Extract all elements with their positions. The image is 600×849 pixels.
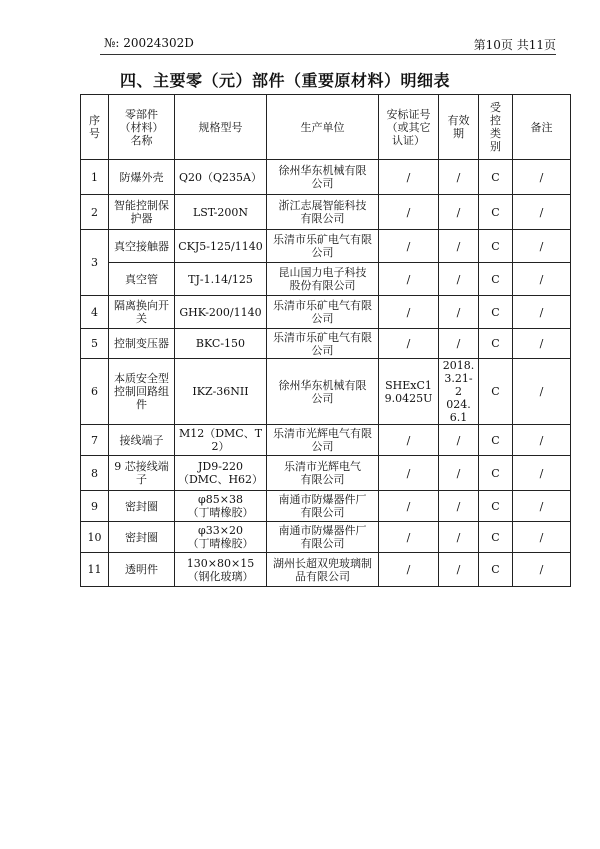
cell-seq: 10 [81,522,109,553]
page-number: 第10页 共11页 [473,38,556,52]
cell-validity: / [439,553,479,587]
table-row [81,329,571,359]
cell-control-class: C [479,160,513,195]
cell-seq: 8 [81,456,109,491]
cell-certificate: / [379,456,439,491]
section-title: 四、主要零（元）部件（重要原材料）明细表 [120,71,451,90]
cell-manufacturer: 乐清市乐矿电气有限 公司 [267,329,379,359]
cell-certificate: / [379,230,439,263]
cell-part-name: 接线端子 [109,425,175,456]
header-validity: 有效 期 [439,95,479,160]
cell-seq: 2 [81,195,109,230]
header-seq: 序 号 [81,95,109,160]
cell-seq: 7 [81,425,109,456]
header-rule [100,54,556,55]
cell-remarks: / [513,359,571,425]
cell-certificate: / [379,195,439,230]
cell-spec: φ33×20 （丁晴橡胶） [175,522,267,553]
cell-remarks: / [513,456,571,491]
cell-control-class: C [479,296,513,329]
cell-part-name: 透明件 [109,553,175,587]
cell-part-name: 控制变压器 [109,329,175,359]
table-row [81,195,571,230]
cell-spec: Q20（Q235A） [175,160,267,195]
table-row [81,230,571,263]
cell-seq: 3 [81,230,109,296]
cell-seq: 5 [81,329,109,359]
cell-remarks: / [513,263,571,296]
cell-part-name: 智能控制保 护器 [109,195,175,230]
cell-certificate: / [379,491,439,522]
cell-manufacturer: 徐州华东机械有限 公司 [267,359,379,425]
cell-manufacturer: 乐清市乐矿电气有限 公司 [267,230,379,263]
cell-part-name: 防爆外壳 [109,160,175,195]
header-certificate: 安标证号 （或其它 认证） [379,95,439,160]
cell-manufacturer: 乐清市乐矿电气有限 公司 [267,296,379,329]
cell-control-class: C [479,263,513,296]
cell-remarks: / [513,230,571,263]
cell-certificate: / [379,329,439,359]
cell-control-class: C [479,491,513,522]
cell-certificate: SHExC1 9.0425U [379,359,439,425]
cell-spec: M12（DMC、T2） [175,425,267,456]
cell-control-class: C [479,425,513,456]
cell-part-name: 隔离换向开 关 [109,296,175,329]
cell-spec: IKZ-36NII [175,359,267,425]
table-row [81,491,571,522]
table-row [81,522,571,553]
cell-manufacturer: 南通市防爆器件厂 有限公司 [267,491,379,522]
cell-validity: / [439,230,479,263]
cell-part-name: 真空接触器 [109,230,175,263]
table-header-row [81,95,571,160]
parts-table [80,94,571,587]
cell-validity: / [439,456,479,491]
cell-spec: LST-200N [175,195,267,230]
table-row [81,160,571,195]
cell-certificate: / [379,425,439,456]
cell-validity: 2018. 3.21-2 024. 6.1 [439,359,479,425]
cell-validity: / [439,425,479,456]
table-row [81,263,571,296]
cell-spec: 130×80×15 （钢化玻璃） [175,553,267,587]
cell-certificate: / [379,263,439,296]
cell-remarks: / [513,160,571,195]
header-spec: 规格型号 [175,95,267,160]
cell-remarks: / [513,195,571,230]
cell-remarks: / [513,553,571,587]
cell-spec: BKC-150 [175,329,267,359]
document-number: №: 20024302D [104,36,194,50]
cell-spec: CKJ5-125/1140 [175,230,267,263]
cell-seq: 9 [81,491,109,522]
cell-part-name: 密封圈 [109,491,175,522]
cell-manufacturer: 乐清市光辉电气 有限公司 [267,456,379,491]
cell-seq: 6 [81,359,109,425]
cell-certificate: / [379,553,439,587]
cell-validity: / [439,195,479,230]
table-row [81,359,571,425]
header-manufacturer: 生产单位 [267,95,379,160]
cell-validity: / [439,263,479,296]
cell-manufacturer: 徐州华东机械有限 公司 [267,160,379,195]
table-row [81,425,571,456]
header-part-name: 零部件 （材料） 名称 [109,95,175,160]
cell-remarks: / [513,491,571,522]
cell-remarks: / [513,329,571,359]
cell-part-name: 9 芯接线端 子 [109,456,175,491]
cell-validity: / [439,491,479,522]
cell-spec: TJ-1.14/125 [175,263,267,296]
cell-control-class: C [479,195,513,230]
cell-control-class: C [479,329,513,359]
cell-seq: 4 [81,296,109,329]
cell-remarks: / [513,296,571,329]
cell-part-name: 本质安全型 控制回路组 件 [109,359,175,425]
table-row [81,553,571,587]
cell-part-name: 密封圈 [109,522,175,553]
cell-manufacturer: 昆山国力电子科技 股份有限公司 [267,263,379,296]
cell-seq: 1 [81,160,109,195]
cell-manufacturer: 浙江志展智能科技 有限公司 [267,195,379,230]
cell-remarks: / [513,425,571,456]
cell-certificate: / [379,296,439,329]
cell-control-class: C [479,522,513,553]
cell-control-class: C [479,230,513,263]
cell-seq: 11 [81,553,109,587]
header-remarks: 备注 [513,95,571,160]
cell-control-class: C [479,359,513,425]
cell-control-class: C [479,456,513,491]
cell-remarks: / [513,522,571,553]
cell-spec: GHK-200/1140 [175,296,267,329]
table-row [81,296,571,329]
cell-validity: / [439,160,479,195]
cell-validity: / [439,329,479,359]
cell-spec: φ85×38 （丁晴橡胶） [175,491,267,522]
cell-spec: JD9-220 （DMC、H62） [175,456,267,491]
cell-validity: / [439,296,479,329]
cell-certificate: / [379,522,439,553]
cell-manufacturer: 乐清市光辉电气有限 公司 [267,425,379,456]
table-row [81,456,571,491]
cell-validity: / [439,522,479,553]
cell-control-class: C [479,553,513,587]
cell-certificate: / [379,160,439,195]
cell-part-name: 真空管 [109,263,175,296]
header-control-class: 受 控 类 别 [479,95,513,160]
cell-manufacturer: 湖州长超双兜玻璃制 品有限公司 [267,553,379,587]
cell-manufacturer: 南通市防爆器件厂 有限公司 [267,522,379,553]
